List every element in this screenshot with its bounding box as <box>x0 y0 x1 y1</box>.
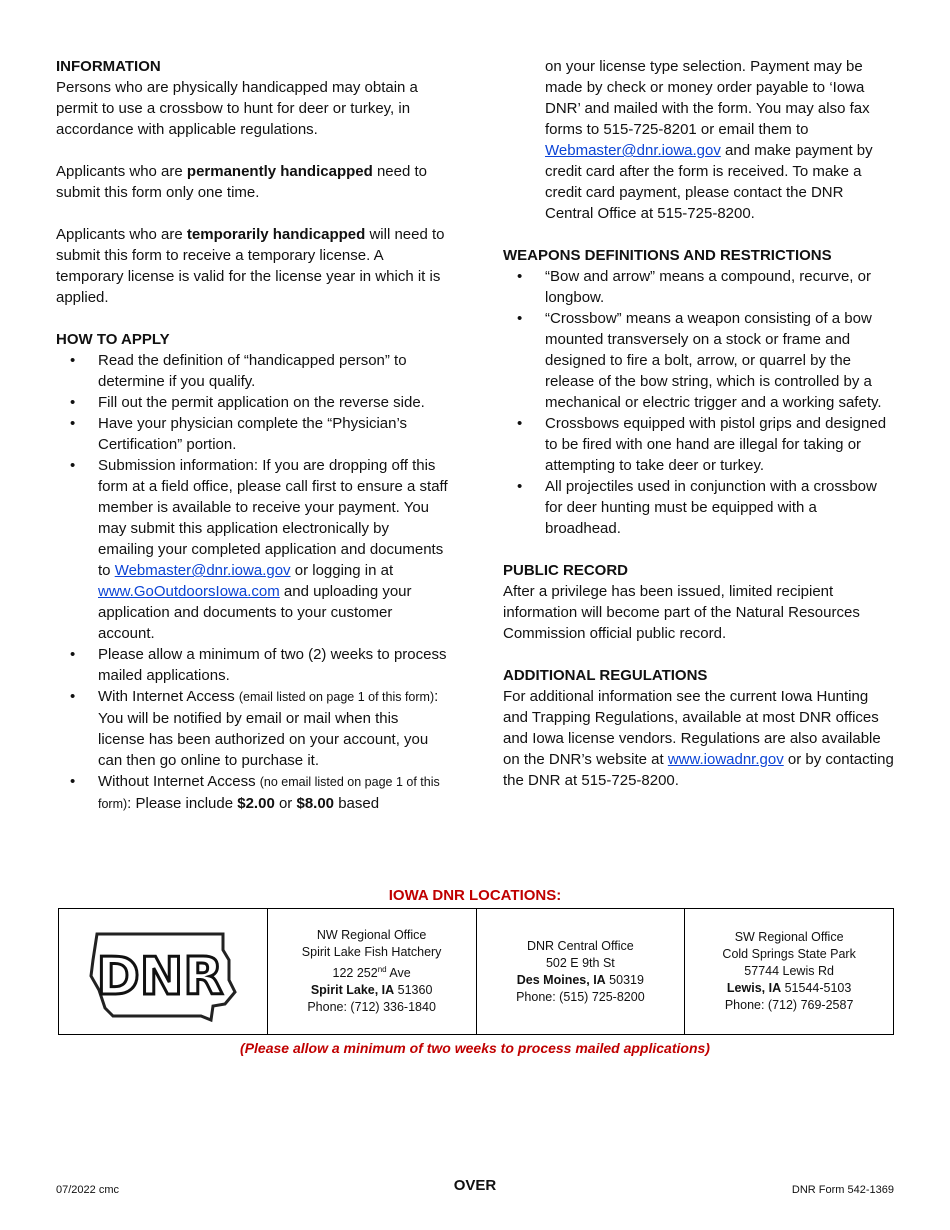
nw-office-cell <box>267 909 476 1034</box>
list-item: • “Bow and arrow” means a compound, recurve, or longbow. <box>503 266 895 308</box>
information-heading: INFORMATION <box>56 58 161 75</box>
webmaster-email-link[interactable]: Webmaster@dnr.iowa.gov <box>114 562 291 579</box>
webmaster-email-link-2[interactable]: Webmaster@dnr.iowa.gov <box>545 142 721 159</box>
mailed-applications-note: (Please allow a minimum of two weeks to process mailed applications) <box>240 1040 710 1056</box>
iowadnr-link[interactable]: www.iowadnr.gov <box>667 751 784 768</box>
locations-table <box>58 908 894 1035</box>
nw-office-street: 122 252nd Ave <box>332 964 411 981</box>
additional-regulations-heading: ADDITIONAL REGULATIONS <box>503 667 708 684</box>
information-paragraph-3: Applicants who are temporarily handicapped will need to submit this form to receive a temporary license. A temporary license is valid for the license year in which it is applied. <box>56 226 445 306</box>
list-item: • Please allow a minimum of two (2) weeks to process mailed applications. <box>56 644 448 686</box>
list-item: • With Internet Access (email listed on page 1 of this form): You will be notified by email or mail when this license has been authorized on your account, you can then go online to purchase it. <box>56 686 448 771</box>
information-paragraph-1: Persons who are physically handicapped may obtain a permit to use a crossbow to hunt for deer or turkey, in accordance with applicable regulations. <box>56 79 418 138</box>
sw-office-site: Cold Springs State Park <box>722 947 856 961</box>
list-item: • Submission information: If you are dropping off this form at a field office, please call first to ensure a staff member is available to receive your payment. You may submit this application electronically by emailing your completed application and documents to Webmaster@dnr.iowa.gov or logging in at www.GoOutdoorsIowa.com and uploading your application and documents to your customer account. <box>56 455 448 644</box>
payment-continuation: on your license type selection. Payment may be made by check or money order payable to ‘Iowa DNR’ and mailed with the form. You may also fax forms to 515-725-8201 or email them to Webmaster@dnr.iowa.gov and make payment by credit card after the form is received. To make a credit card payment, please contact the DNR Central Office at 515-725-8200. <box>545 58 873 222</box>
public-record-text: After a privilege has been issued, limited recipient information will become part of the Natural Resources Commission official public record. <box>503 583 860 642</box>
footer-form-number: DNR Form 542-1369 <box>791 1184 894 1196</box>
weapons-list <box>503 266 895 539</box>
central-office-city: Des Moines, IA 50319 <box>516 972 644 987</box>
central-office-name: DNR Central Office <box>526 938 634 953</box>
list-item: • Have your physician complete the “Physician’s Certification” portion. <box>56 413 448 455</box>
footer-date: 07/2022 cmc <box>56 1184 119 1196</box>
list-item: • Fill out the permit application on the reverse side. <box>56 392 448 413</box>
how-to-apply-list <box>56 350 448 815</box>
central-office-cell <box>476 909 685 1034</box>
list-item: • Crossbows equipped with pistol grips and designed to be fired with one hand are illegal for taking or attempting to take deer or turkey. <box>503 413 895 476</box>
list-item: • “Crossbow” means a weapon consisting of a bow mounted transversely on a stock or frame and designed to fire a bolt, arrow, or quarrel by the release of the bow string, which is controlled by a mechanical or electric trigger and a working safety. <box>503 308 895 413</box>
nw-office-site: Spirit Lake Fish Hatchery <box>301 944 442 959</box>
additional-regulations-text: For additional information see the current Iowa Hunting and Trapping Regulations, available at most DNR offices and Iowa license vendors. Regulations are also available on the DNR’s website at www.iowadnr.gov or by contacting the DNR at 515-725-8200. <box>503 688 894 789</box>
sw-office-name: SW Regional Office <box>734 930 844 944</box>
information-paragraph-2: Applicants who are permanently handicapped need to submit this form only one time. <box>56 163 427 201</box>
list-item: • Read the definition of “handicapped person” to determine if you qualify. <box>56 350 448 392</box>
svg-text:DNR: DNR <box>96 946 224 1007</box>
how-to-apply-heading: HOW TO APPLY <box>56 331 170 348</box>
dnr-logo-cell <box>59 909 267 1034</box>
sw-office-city: Lewis, IA 51544-5103 <box>726 981 852 995</box>
left-column <box>56 56 448 815</box>
nw-office-city: Spirit Lake, IA 51360 <box>310 983 433 998</box>
locations-title: IOWA DNR LOCATIONS: <box>388 887 562 904</box>
footer-over: OVER <box>453 1177 497 1194</box>
dnr-logo <box>83 920 243 1024</box>
central-office-street: 502 E 9th St <box>545 955 615 970</box>
list-item: • Without Internet Access (no email listed on page 1 of this form): Please include $2.00 or $8.00 based <box>56 771 448 815</box>
sw-office-street: 57744 Lewis Rd <box>744 964 834 978</box>
list-item: • All projectiles used in conjunction with a crossbow for deer hunting must be equipped with a broadhead. <box>503 476 895 539</box>
central-office-phone: Phone: (515) 725-8200 <box>516 989 645 1004</box>
nw-office-name: NW Regional Office <box>316 927 427 942</box>
sw-office-phone: Phone: (712) 769-2587 <box>724 998 854 1012</box>
go-outdoors-iowa-link[interactable]: www.GoOutdoorsIowa.com <box>98 583 280 600</box>
public-record-heading: PUBLIC RECORD <box>503 562 629 579</box>
nw-office-phone: Phone: (712) 336-1840 <box>307 1000 436 1015</box>
right-column <box>503 56 895 791</box>
sw-office-cell <box>684 909 893 1034</box>
weapons-heading: WEAPONS DEFINITIONS AND RESTRICTIONS <box>503 247 832 264</box>
